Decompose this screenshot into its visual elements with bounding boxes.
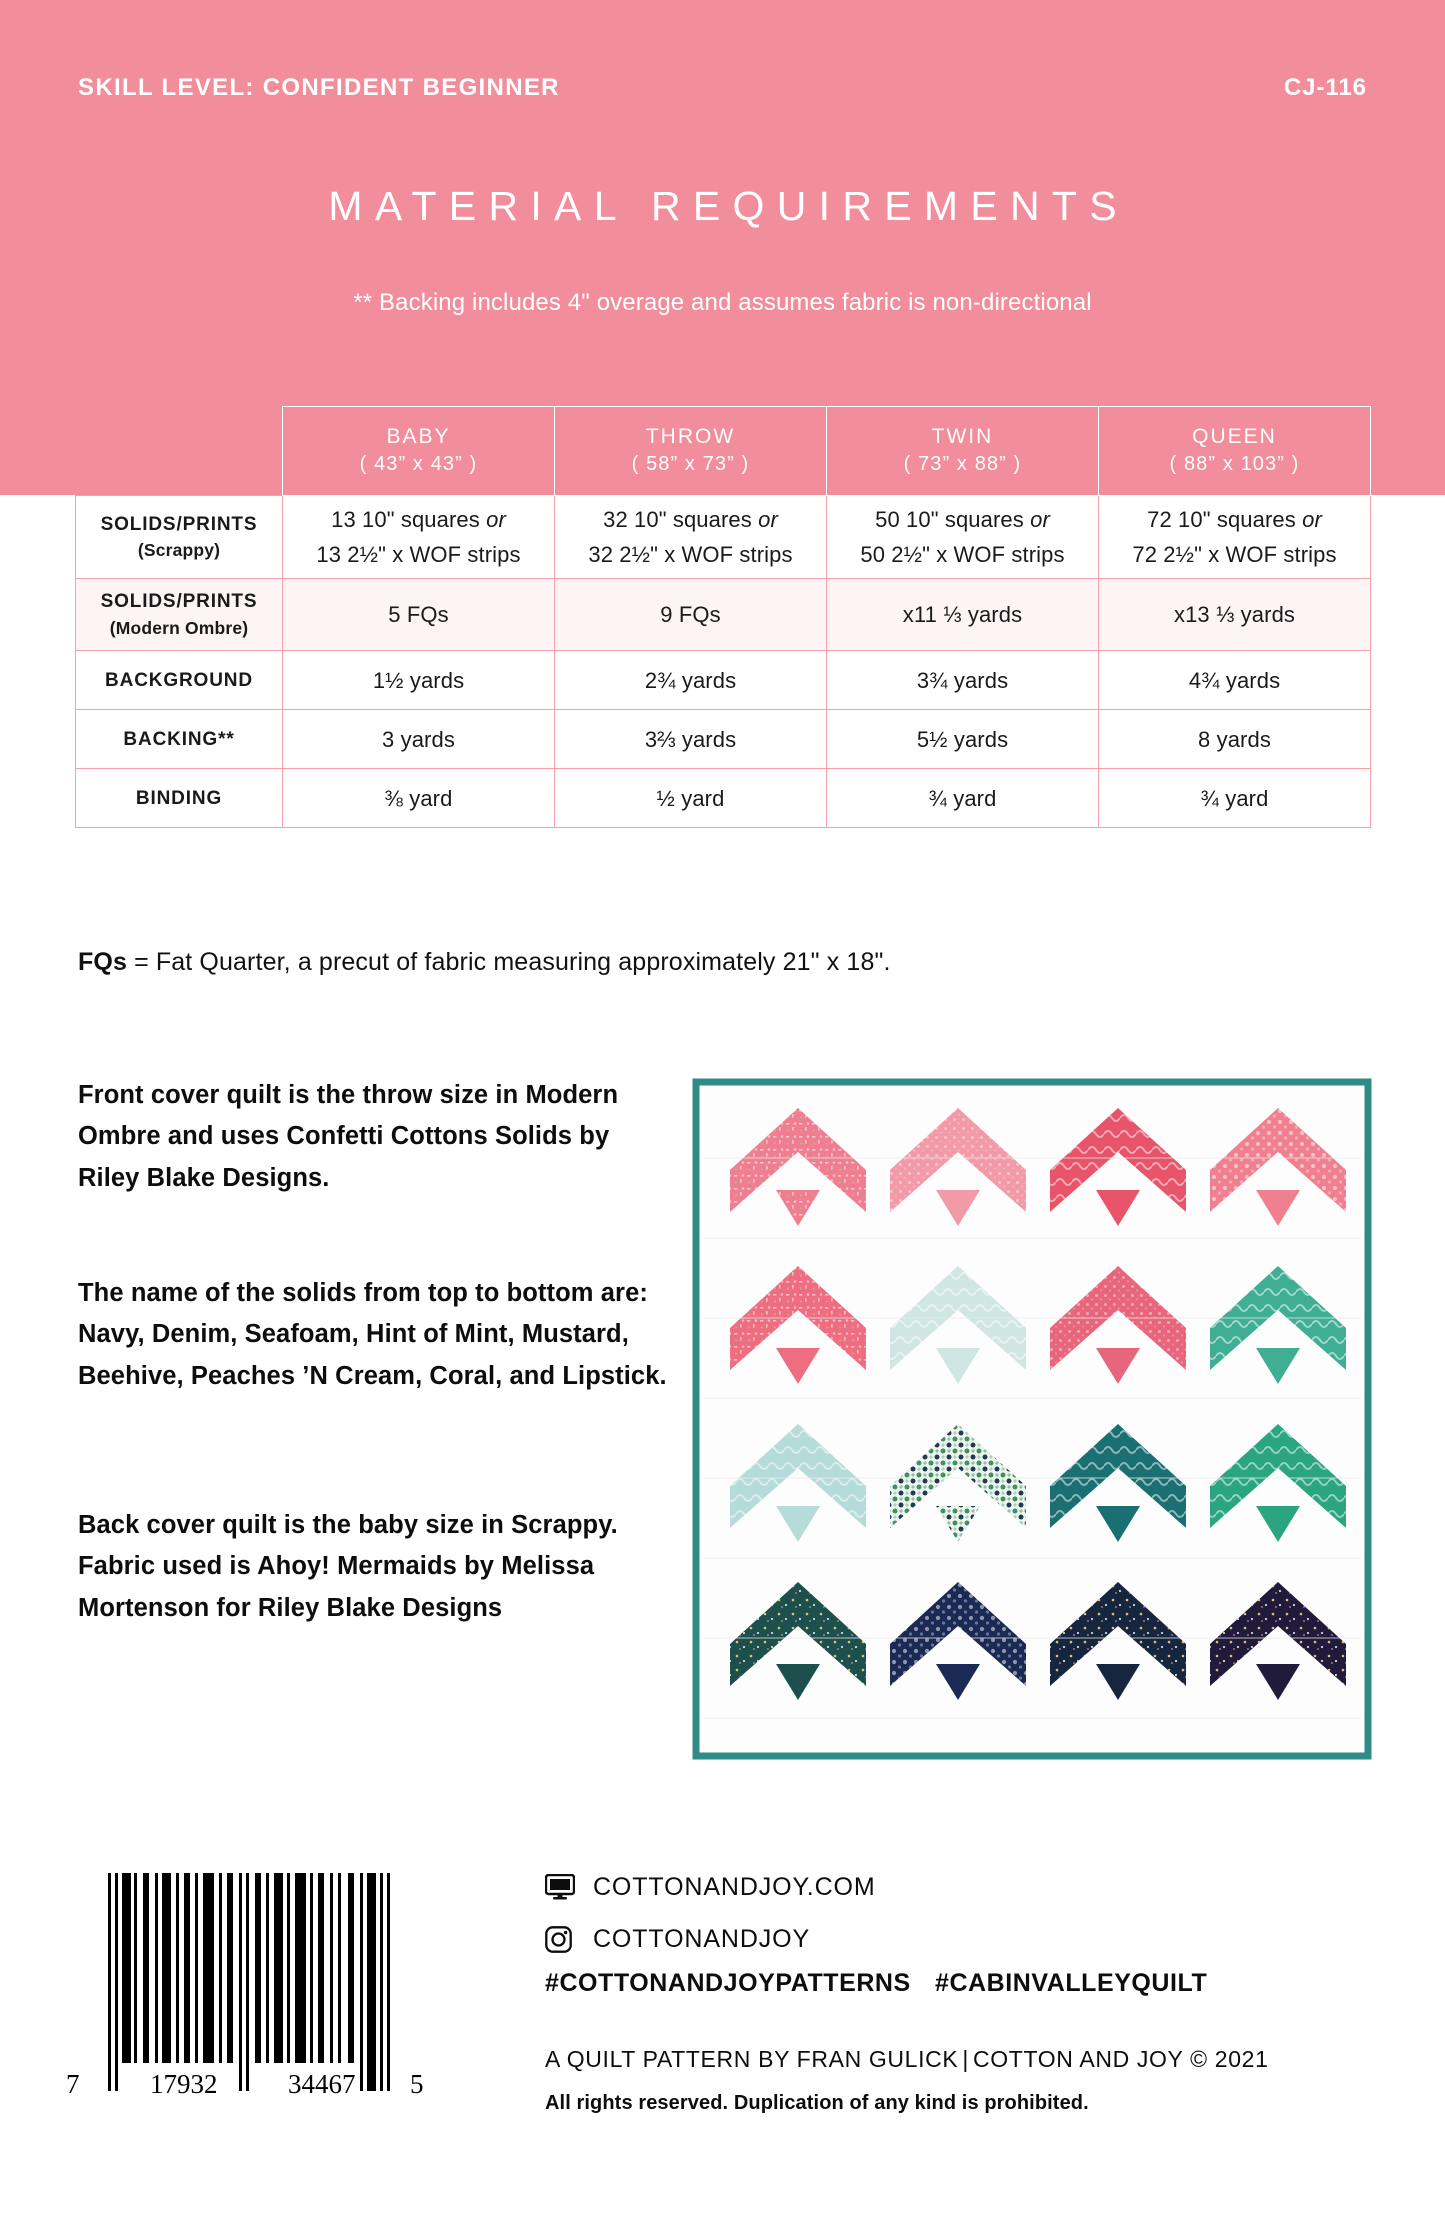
rights-line: All rights reserved. Duplication of any kind is prohibited. — [545, 2092, 1089, 2114]
cell-emphasis: or — [486, 507, 506, 532]
table-header-row — [76, 407, 1371, 496]
hashtag-quilt: #CABINVALLEYQUILT — [935, 1969, 1208, 1997]
cell-line-1: 72 10" squares or — [1147, 507, 1322, 532]
row-label-main: BACKING** — [123, 728, 235, 750]
row-label-solids-scrappy — [76, 496, 283, 579]
instagram-icon — [545, 1924, 579, 1954]
credit-author: A QUILT PATTERN BY FRAN GULICK — [545, 2046, 959, 2072]
table-cell: ¾ yard — [1099, 769, 1371, 828]
hashtag-patterns: #COTTONANDJOYPATTERNS — [545, 1969, 911, 1997]
row-label-backing — [76, 710, 283, 769]
cell-emphasis: or — [758, 507, 778, 532]
barcode-digits — [58, 2069, 438, 2109]
instagram-line[interactable] — [545, 1917, 1385, 1961]
table-cell: 2¾ yards — [555, 651, 827, 710]
column-header-baby — [283, 407, 555, 496]
fq-term: FQs — [78, 948, 127, 976]
table-cell: 3¾ yards — [827, 651, 1099, 710]
table-cell: 5½ yards — [827, 710, 1099, 769]
row-label-binding — [76, 769, 283, 828]
table-cell: ½ yard — [555, 769, 827, 828]
pattern-code-label: CJ-116 — [1283, 74, 1367, 101]
column-name: TWIN — [931, 424, 994, 448]
fq-definition-note — [78, 948, 891, 977]
cell-line-1: 32 10" squares or — [603, 507, 778, 532]
table-row — [76, 651, 1371, 710]
barcode-bars — [106, 1873, 396, 2091]
cell-emphasis: or — [1302, 507, 1322, 532]
barcode — [66, 1873, 424, 2128]
monitor-icon — [545, 1872, 579, 1902]
column-dims: ( 58” x 73” ) — [631, 453, 750, 476]
row-label-solids-ombre — [76, 579, 283, 651]
cell-line-2: 32 2½" x WOF strips — [588, 542, 793, 568]
back-cover-blurb: Back cover quilt is the baby size in Scrappy. Fabric used is Ahoy! Mermaids by Melissa Mortenson for Riley Blake Designs — [78, 1511, 618, 1622]
cell-line-2: 50 2½" x WOF strips — [860, 542, 1065, 568]
column-header-throw — [555, 407, 827, 496]
material-requirements-table — [75, 406, 1371, 828]
row-label-main: SOLIDS/PRINTS — [100, 513, 258, 535]
table-cell: 5 FQs — [283, 579, 555, 651]
column-name: QUEEN — [1192, 424, 1277, 448]
barcode-digit-left: 7 — [66, 2069, 80, 2099]
cell-line-2: 13 2½" x WOF strips — [316, 542, 521, 568]
table-row — [76, 579, 1371, 651]
column-dims: ( 88” x 103” ) — [1169, 453, 1300, 476]
credit-company: COTTON AND JOY © 2021 — [973, 2046, 1269, 2072]
table-row — [76, 710, 1371, 769]
row-label-background — [76, 651, 283, 710]
cell-emphasis: or — [1030, 507, 1050, 532]
table-cell — [827, 496, 1099, 579]
skill-level-label: SKILL LEVEL: CONFIDENT BEGINNER — [78, 74, 560, 101]
front-cover-blurb: Front cover quilt is the throw size in Modern Ombre and uses Confetti Cottons Solids by Riley Blake Designs. — [78, 1081, 619, 1192]
credit-line — [545, 2046, 1405, 2073]
quilt-illustration — [692, 1078, 1372, 1760]
column-name: THROW — [645, 424, 736, 448]
page-title: MATERIAL REQUIREMENTS — [328, 183, 1129, 229]
column-header-twin — [827, 407, 1099, 496]
solid-names-blurb: The name of the solids from top to bottom are: Navy, Denim, Seafoam, Hint of Mint, Mustard, Beehive, Peaches ’N Cream, Coral, and Lipstick. — [78, 1279, 667, 1390]
row-label-main: BACKGROUND — [105, 669, 253, 691]
column-dims: ( 43” x 43” ) — [359, 453, 478, 476]
table-cell: 3 yards — [283, 710, 555, 769]
table-cell: x11 ⅓ yards — [827, 579, 1099, 651]
table-cell: ¾ yard — [827, 769, 1099, 828]
row-label-sub: (Modern Ombre) — [109, 617, 249, 638]
table-cell: 4¾ yards — [1099, 651, 1371, 710]
table-row — [76, 496, 1371, 579]
barcode-digit-right: 5 — [410, 2069, 424, 2099]
table-cell: 1½ yards — [283, 651, 555, 710]
barcode-digit-group2: 34467 — [288, 2069, 356, 2099]
table-cell: 8 yards — [1099, 710, 1371, 769]
credit-separator: | — [962, 2046, 970, 2072]
table-cell — [555, 496, 827, 579]
cell-line-1: 13 10" squares or — [331, 507, 506, 532]
table-cell: ⅜ yard — [283, 769, 555, 828]
instagram-text: COTTONANDJOY — [593, 1924, 810, 1953]
column-header-queen — [1099, 407, 1371, 496]
row-label-main: SOLIDS/PRINTS — [100, 591, 258, 613]
hashtag-row — [545, 1969, 1385, 2015]
website-text: COTTONANDJOY.COM — [593, 1872, 876, 1901]
table-cell: x13 ⅓ yards — [1099, 579, 1371, 651]
table-row — [76, 769, 1371, 828]
cell-line-2: 72 2½" x WOF strips — [1132, 542, 1337, 568]
row-label-sub: (Scrappy) — [137, 540, 221, 561]
row-label-main: BINDING — [135, 787, 223, 809]
backing-note: ** Backing includes 4" overage and assumes fabric is non-directional — [353, 289, 1092, 316]
column-name: BABY — [386, 424, 451, 448]
footer-contact — [545, 1865, 1385, 2015]
column-dims: ( 73” x 88” ) — [903, 453, 1022, 476]
quilt-photo — [692, 1078, 1372, 1760]
table-cell — [283, 496, 555, 579]
website-line[interactable] — [545, 1865, 1385, 1909]
fq-definition: = Fat Quarter, a precut of fabric measuring approximately 21" x 18". — [127, 948, 891, 976]
table-corner-cell — [76, 407, 283, 496]
cell-line-1: 50 10" squares or — [875, 507, 1050, 532]
table-cell: 9 FQs — [555, 579, 827, 651]
table-cell — [1099, 496, 1371, 579]
table-cell: 3⅔ yards — [555, 710, 827, 769]
barcode-digit-group1: 17932 — [150, 2069, 218, 2099]
